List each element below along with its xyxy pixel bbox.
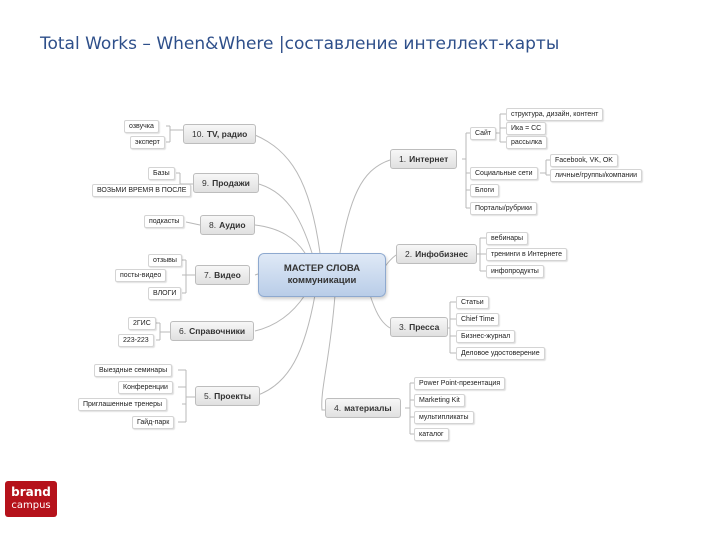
leaf-node: рассылка — [506, 136, 547, 149]
branch-label: Продажи — [212, 178, 250, 188]
central-topic-line1: МАСТЕР СЛОВА — [283, 263, 361, 274]
leaf-node: Chief Time — [456, 313, 499, 326]
leaf-node: Facebook, VK, OK — [550, 154, 618, 167]
branch-label: Справочники — [189, 326, 246, 336]
leaf-node: Деловое удостоверение — [456, 347, 545, 360]
branch-internet — [390, 149, 457, 169]
branch-label: материалы — [344, 403, 392, 413]
leaf-node: эксперт — [130, 136, 165, 149]
leaf-node: вебинары — [486, 232, 528, 245]
leaf-node: подкасты — [144, 215, 184, 228]
leaf-node: посты-видео — [115, 269, 166, 282]
logo-line2: campus — [11, 500, 51, 511]
leaf-node: ВЛОГИ — [148, 287, 181, 300]
branch-directories — [170, 321, 254, 341]
branch-label: Аудио — [219, 220, 246, 230]
leaf-node: Бизнес-журнал — [456, 330, 515, 343]
branch-number: 4. — [334, 403, 342, 413]
branch-number: 3. — [399, 322, 407, 332]
central-topic-line2: коммуникации — [287, 275, 357, 286]
branch-number: 1. — [399, 154, 407, 164]
branch-sales — [193, 173, 259, 193]
slide-title: Total Works – When&Where |составление интеллект-карты — [40, 34, 560, 54]
branch-number: 10. — [192, 129, 204, 139]
branch-projects — [195, 386, 260, 406]
branch-number: 6. — [179, 326, 187, 336]
branch-label: TV, радио — [206, 129, 248, 139]
branch-label: Видео — [214, 270, 241, 280]
central-topic — [258, 253, 386, 297]
leaf-node: структура, дизайн, контент — [506, 108, 603, 121]
leaf-node: мультипликаты — [414, 411, 474, 424]
leaf-node: Базы — [148, 167, 175, 180]
branch-number: 5. — [204, 391, 212, 401]
branch-number: 2. — [405, 249, 413, 259]
leaf-node: ВОЗЬМИ ВРЕМЯ В ПОСЛЕ — [92, 184, 191, 197]
leaf-node: Выездные семинары — [94, 364, 172, 377]
branch-number: 8. — [209, 220, 217, 230]
leaf-node: Power Point-презентация — [414, 377, 505, 390]
leaf-node: инфопродукты — [486, 265, 544, 278]
brand-campus-logo — [5, 481, 57, 517]
leaf-node: личные/группы/компании — [550, 169, 642, 182]
branch-number: 9. — [202, 178, 210, 188]
branch-infobusiness — [396, 244, 477, 264]
branch-number: 7. — [204, 270, 212, 280]
leaf-node: 2ГИС — [128, 317, 156, 330]
leaf-node: отзывы — [148, 254, 182, 267]
leaf-node: Marketing Kit — [414, 394, 465, 407]
leaf-node: 223-223 — [118, 334, 154, 347]
leaf-node: Социальные сети — [470, 167, 538, 180]
leaf-node: Гайд-парк — [132, 416, 174, 429]
leaf-node: Приглашенные тренеры — [78, 398, 167, 411]
branch-video — [195, 265, 250, 285]
leaf-node: Конференции — [118, 381, 173, 394]
leaf-node: тренинги в Интернете — [486, 248, 567, 261]
branch-tv-radio — [183, 124, 256, 144]
branch-label: Проекты — [214, 391, 251, 401]
branch-label: Инфобизнес — [415, 249, 469, 259]
branch-press — [390, 317, 448, 337]
leaf-node: каталог — [414, 428, 449, 441]
leaf-node: озвучка — [124, 120, 159, 133]
branch-label: Интернет — [409, 154, 449, 164]
leaf-node: Ика = СС — [506, 122, 546, 135]
leaf-node: Статьи — [456, 296, 489, 309]
logo-line1: brand — [11, 485, 51, 499]
leaf-node: Сайт — [470, 127, 496, 140]
branch-audio — [200, 215, 255, 235]
branch-materials — [325, 398, 401, 418]
leaf-node: Порталы/рубрики — [470, 202, 537, 215]
leaf-node: Блоги — [470, 184, 499, 197]
branch-label: Пресса — [409, 322, 440, 332]
